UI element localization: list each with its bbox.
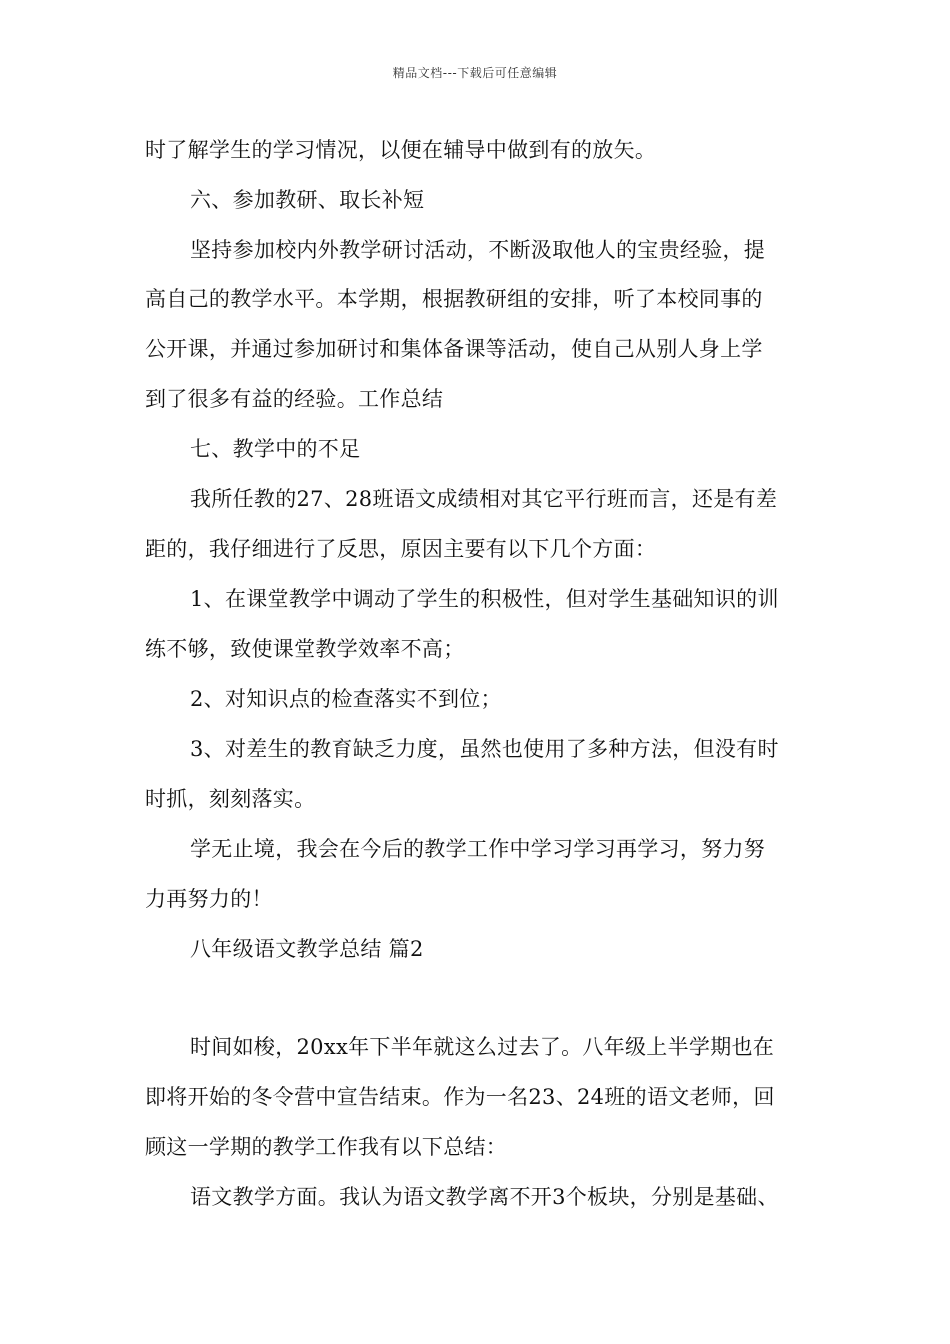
text-line: 到了很多有益的经验。工作总结: [145, 387, 444, 411]
text-line: 语文教学方面。我认为语文教学离不开3个板块，分别是基础、: [190, 1185, 779, 1209]
text-line: 我所任教的27、28班语文成绩相对其它平行班而言，还是有差: [190, 487, 778, 511]
text-line: 学无止境，我会在今后的教学工作中学习学习再学习，努力努: [190, 837, 766, 861]
section-heading: 七、教学中的不足: [190, 437, 361, 461]
list-item: 2、对知识点的检查落实不到位；: [190, 687, 502, 711]
text-line: 坚持参加校内外教学研讨活动，不断汲取他人的宝贵经验，提: [190, 238, 766, 262]
text-line: 即将开始的冬令营中宣告结束。作为一名23、24班的语文老师，回: [145, 1085, 775, 1109]
text-line: 公开课，并通过参加研讨和集体备课等活动，使自己从别人身上学: [145, 337, 763, 361]
list-item: 1、在课堂教学中调动了学生的积极性，但对学生基础知识的训: [190, 587, 779, 611]
text-line: 时间如梭，20xx年下半年就这么过去了。八年级上半学期也在: [190, 1035, 775, 1059]
text-line: 距的，我仔细进行了反思，原因主要有以下几个方面：: [145, 537, 657, 561]
text-line: 力再努力的！: [145, 887, 273, 911]
text-line: 时抓，刻刻落实。: [145, 787, 316, 811]
text-line: 练不够，致使课堂教学效率不高；: [145, 637, 465, 661]
text-line: 顾这一学期的教学工作我有以下总结：: [145, 1135, 508, 1159]
text-line: 高自己的教学水平。本学期，根据教研组的安排，听了本校同事的: [145, 287, 763, 311]
page-header: 精品文档---下载后可任意编辑: [392, 66, 558, 80]
article-title: 八年级语文教学总结 篇2: [190, 937, 424, 961]
list-item: 3、对差生的教育缺乏力度，虽然也使用了多种方法，但没有时: [190, 737, 779, 761]
text-line: 时了解学生的学习情况，以便在辅导中做到有的放矢。: [145, 138, 657, 162]
section-heading: 六、参加教研、取长补短: [190, 188, 425, 212]
